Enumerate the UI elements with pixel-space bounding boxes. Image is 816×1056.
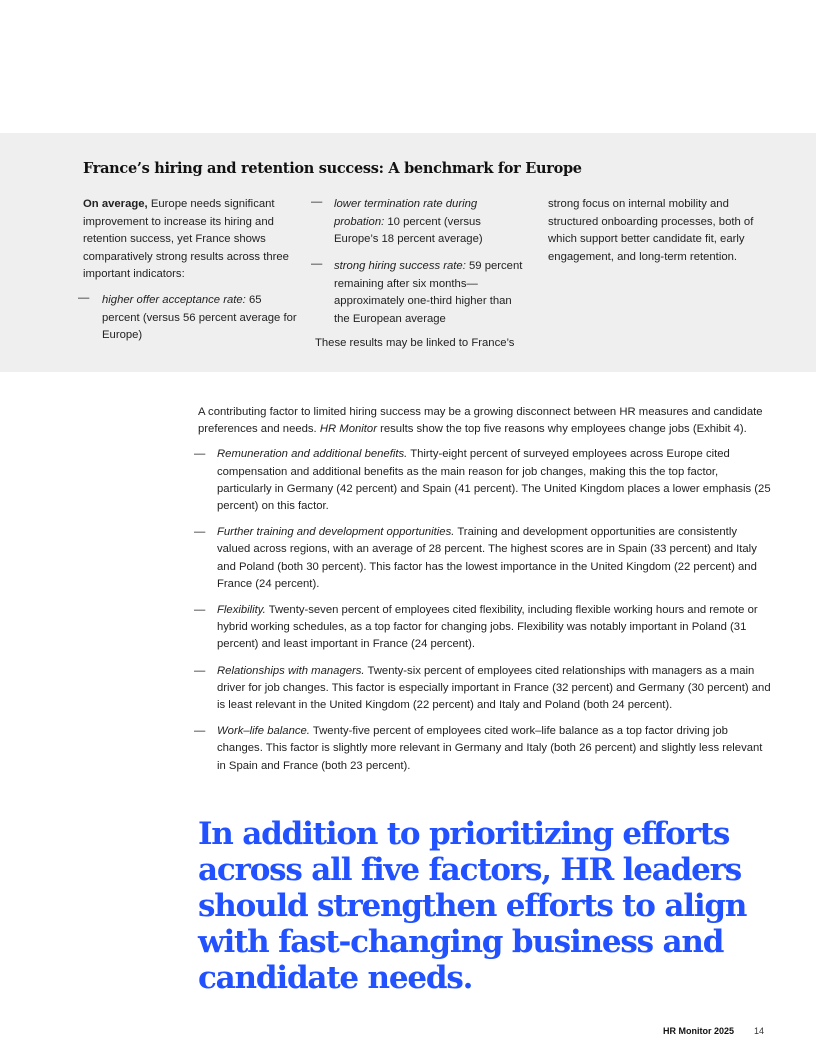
list-dash: —	[194, 725, 206, 738]
footer-brand: HR Monitor 2025	[662, 1026, 734, 1036]
reason-label: Further training and development opportunities.	[217, 526, 455, 539]
sidebar-bullet-label: strong hiring success rate:	[334, 260, 466, 272]
reason-text: Twenty-five percent of employees cited work–life balance as a top factor driving job changes. This factor is slightly more relevant in Germany and Italy (both 26 percent) and slightly less relevant in Spain and France (both 23 percent).	[217, 725, 763, 772]
reason-work-life-balance	[194, 723, 773, 775]
list-dash: —	[194, 526, 206, 539]
reason-label: Remuneration and additional benefits.	[217, 448, 408, 461]
sidebar-bullet-label: lower termination rate during probation:	[334, 198, 478, 228]
sidebar-closing-part1: These results may be linked to France’s	[315, 337, 515, 349]
reason-label: Work–life balance.	[217, 725, 310, 738]
sidebar-intro-text: Europe needs significant improvement to increase its hiring and retention success, yet France shows comparatively strong results across three important indicators:	[83, 198, 289, 280]
sidebar-bullet-text: 65 percent (versus 56 percent average for Europe)	[102, 294, 297, 341]
bullet-dash: —	[311, 258, 323, 270]
body-intro-italic: HR Monitor	[319, 423, 377, 436]
reason-text: Twenty-six percent of employees cited relationships with managers as a main driver for job changes. This factor is especially important in France (32 percent) and Germany (30 percent) and is least relevant in the United Kingdom (22 percent) and Italy and Poland (both 24 percent).	[217, 664, 771, 712]
sidebar-closing-part2: strong focus on internal mobility and structured onboarding processes, both of which support better candidate fit, early engagement, and long-term retention.	[548, 198, 754, 263]
reason-text: Twenty-seven percent of employees cited flexibility, including flexible working hours and remote or hybrid working schedules, as a top factor for changing jobs. Flexibility was notably important in Poland (31 percent) and least important in France (24 percent).	[217, 604, 758, 651]
sidebar-bullet-hiring-success	[334, 258, 524, 328]
sidebar-intro-lead: On average,	[83, 198, 148, 210]
bullet-dash: —	[78, 292, 90, 304]
list-dash: —	[194, 664, 206, 677]
body-intro-before: A contributing factor to limited hiring success may be a growing disconnect between HR measures and candidate preferences and needs.	[198, 406, 763, 436]
list-dash: —	[194, 448, 206, 461]
list-dash: —	[194, 604, 206, 617]
reasons-list	[194, 446, 773, 774]
sidebar-bullet-termination-rate	[334, 196, 524, 249]
bullet-dash: —	[311, 196, 323, 208]
sidebar-bullet-offer-acceptance	[102, 292, 302, 345]
sidebar-intro	[83, 196, 298, 284]
reason-flexibility	[194, 602, 773, 654]
sidebar-bullet-label: higher offer acceptance rate:	[102, 294, 246, 306]
pull-quote: In addition to prioritizing efforts across all five factors, HR leaders should strengthen efforts to align with fast-changing business and candidate needs.	[198, 816, 747, 996]
sidebar-bullet-text: 10 percent (versus Europe’s 18 percent average)	[334, 215, 483, 245]
reason-label: Flexibility.	[217, 604, 266, 617]
sidebar-title: France’s hiring and retention success: A benchmark for Europe	[83, 160, 582, 177]
sidebar-bullet-text: 59 percent remaining after six months—approximately one-third higher than the European average	[334, 260, 523, 325]
reason-remuneration	[194, 446, 773, 515]
reason-training	[194, 524, 773, 593]
reason-managers	[194, 663, 773, 715]
body-text	[194, 404, 773, 784]
page-number: 14	[754, 1026, 765, 1036]
reason-text: Training and development opportunities are consistently valued across regions, with an average of 28 percent. The highest scores are in Spain (33 percent) and Italy and Poland (both 30 percent). This factor has the lowest importance in the United Kingdom (22 percent) and France (24 percent).	[217, 526, 757, 590]
reason-text: Thirty-eight percent of surveyed employees across Europe cited compensation and additional benefits as the main reason for job changes, making this the top factor, particularly in Germany (42 percent) and Spain (41 percent). The United Kingdom places a lower emphasis (25 percent) on this factor.	[217, 448, 771, 513]
reason-label: Relationships with managers.	[217, 664, 365, 677]
body-intro-after: results show the top five reasons why employees change jobs (Exhibit 4).	[376, 423, 747, 436]
body-intro	[198, 404, 773, 438]
